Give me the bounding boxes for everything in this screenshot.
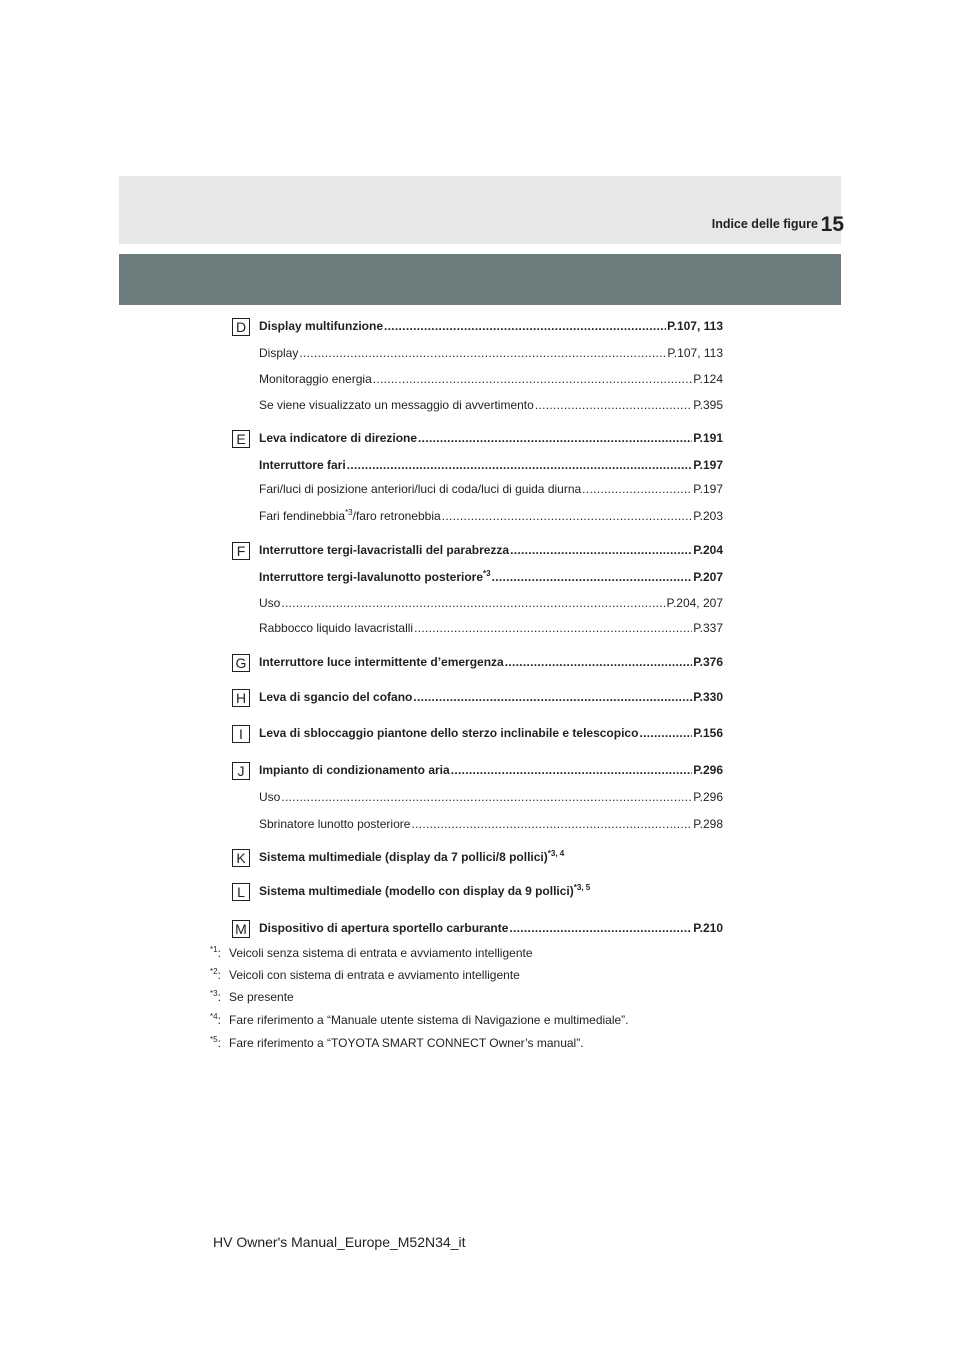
leader-dots: [492, 570, 693, 584]
leader-dots: [411, 817, 692, 831]
page-number: 15: [820, 213, 844, 236]
index-entry[interactable]: [259, 319, 723, 335]
entry-label-text: Leva indicatore di direzione: [259, 431, 418, 445]
footnote-mark: $^{*1}$:: [210, 945, 221, 960]
entry-label-text: Fari/luci di posizione anteriori/luci di coda/luci di guida diurna: [259, 482, 582, 496]
leader-dots: [509, 921, 692, 935]
footnote: [210, 1013, 629, 1027]
manual-id-footer: HV Owner's Manual_Europe_M52N34_it: [213, 1234, 466, 1250]
leader-dots: [299, 346, 666, 360]
entry-label: [259, 790, 280, 804]
header-band: [119, 176, 841, 244]
page-reference[interactable]: P.107, 113: [667, 346, 723, 360]
index-subentry[interactable]: [259, 621, 723, 637]
entry-label-text: Display multifunzione: [259, 319, 384, 333]
footnote-mark-text: *2: [210, 967, 218, 976]
section-letter-i: I: [232, 725, 250, 743]
index-subentry[interactable]: [259, 482, 723, 498]
entry-label-text: Leva di sgancio del cofano: [259, 690, 413, 704]
section-letter-j: J: [232, 762, 250, 780]
index-entry[interactable]: [259, 690, 723, 706]
leader-dots: [582, 482, 692, 496]
entry-label: [259, 543, 509, 557]
page-reference[interactable]: P.107, 113: [667, 319, 723, 333]
footnote-text: Fare riferimento a “TOYOTA SMART CONNECT Owner’s manual”.: [229, 1036, 584, 1050]
entry-label: [259, 884, 590, 898]
index-subentry[interactable]: [259, 817, 723, 833]
footnote-ref: *3: [345, 508, 353, 517]
index-entry[interactable]: [259, 570, 723, 586]
leader-dots: [505, 655, 692, 669]
leader-dots: [510, 543, 692, 557]
footnote-mark-text: *4: [210, 1012, 218, 1021]
section-letter-l: L: [232, 883, 250, 901]
page-reference[interactable]: P.191: [693, 431, 723, 445]
footnote-text: Veicoli con sistema di entrata e avviamento intelligente: [229, 968, 520, 982]
index-entry[interactable]: [259, 543, 723, 559]
entry-label-text: Uso: [259, 790, 281, 804]
footnote-mark: $^{*4}$:: [210, 1012, 221, 1027]
leader-dots: [373, 372, 692, 386]
footnote-mark: $^{*5}$:: [210, 1035, 221, 1050]
leader-dots: [535, 398, 692, 412]
index-entry[interactable]: [259, 850, 564, 866]
entry-label: [259, 921, 508, 935]
leader-dots: [384, 319, 666, 333]
index-entry[interactable]: [259, 431, 723, 447]
entry-label: [259, 372, 372, 386]
footnote-mark-text: *3: [210, 989, 218, 998]
entry-label: [259, 850, 564, 864]
section-letter-g: G: [232, 654, 250, 672]
index-subentry[interactable]: [259, 596, 723, 612]
index-subentry[interactable]: [259, 790, 723, 806]
entry-label: [259, 398, 534, 412]
entry-label: [259, 319, 383, 333]
leader-dots: [418, 431, 692, 445]
index-entry[interactable]: [259, 458, 723, 474]
page-reference[interactable]: P.156: [693, 726, 723, 740]
footnote-mark-text: *5: [210, 1035, 218, 1044]
page-reference[interactable]: P.395: [693, 398, 723, 412]
entry-label: [259, 509, 441, 523]
page-reference[interactable]: P.204, 207: [666, 596, 723, 610]
title-bar: [119, 254, 841, 305]
index-entry[interactable]: [259, 655, 723, 671]
entry-label-text: Leva di sbloccaggio piantone dello sterzo inclinabile e telescopico: [259, 726, 639, 740]
index-entry[interactable]: [259, 763, 723, 779]
entry-label-text: Interruttore tergi-lavalunotto posteriore: [259, 570, 484, 584]
entry-label-text: Sistema multimediale (modello con display da 9 pollici): [259, 884, 574, 898]
index-subentry[interactable]: [259, 509, 723, 525]
entry-label-text: Uso: [259, 596, 281, 610]
section-letter-f: F: [232, 542, 250, 560]
index-entry[interactable]: [259, 921, 723, 937]
entry-label-text: Display: [259, 346, 299, 360]
index-subentry[interactable]: [259, 398, 723, 414]
entry-label: [259, 690, 412, 704]
entry-label: [259, 346, 298, 360]
entry-label: [259, 458, 346, 472]
footnote-text: Veicoli senza sistema di entrata e avviamento intelligente: [229, 946, 533, 960]
entry-label-text: Rabbocco liquido lavacristalli: [259, 621, 414, 635]
index-subentry[interactable]: [259, 372, 723, 388]
entry-label-text: Interruttore fari: [259, 458, 346, 472]
page-reference[interactable]: P.376: [693, 655, 723, 669]
entry-label: [259, 431, 417, 445]
entry-label: [259, 655, 504, 669]
index-entry[interactable]: [259, 726, 723, 742]
entry-label-text: Sistema multimediale (display da 7 pollici/8 pollici): [259, 850, 548, 864]
footnote-ref: *3, 5: [573, 883, 591, 892]
leader-dots: [414, 621, 692, 635]
page-reference[interactable]: P.207: [693, 570, 723, 584]
footnote-mark: $^{*2}$:: [210, 967, 221, 982]
entry-label: [259, 482, 581, 496]
entry-label: [259, 817, 410, 831]
page-reference[interactable]: P.296: [693, 763, 723, 777]
footnote: [210, 990, 294, 1004]
footnote-ref: *3, 4: [547, 849, 565, 858]
section-letter-m: M: [232, 920, 250, 938]
footnote: [210, 1036, 584, 1050]
section-letter-e: E: [232, 430, 250, 448]
page-reference[interactable]: P.337: [693, 621, 723, 635]
entry-label: [259, 726, 638, 740]
leader-dots: [347, 458, 693, 472]
entry-label-text: Fari fendinebbia: [259, 509, 346, 523]
entry-label-suffix: /faro retronebbia: [352, 509, 441, 523]
section-letter-h: H: [232, 689, 250, 707]
page-reference[interactable]: P.197: [693, 482, 723, 496]
page-reference[interactable]: P.203: [693, 509, 723, 523]
page-reference[interactable]: P.204: [693, 543, 723, 557]
page-reference[interactable]: P.210: [693, 921, 723, 935]
leader-dots: [281, 790, 692, 804]
entry-label-text: Interruttore tergi-lavacristalli del parabrezza: [259, 543, 510, 557]
index-entry[interactable]: [259, 884, 590, 900]
section-letter-k: K: [232, 849, 250, 867]
page-reference[interactable]: P.124: [693, 372, 723, 386]
leader-dots: [413, 690, 692, 704]
footnote: [210, 946, 533, 960]
footnote-text: Fare riferimento a “Manuale utente sistema di Navigazione e multimediale”.: [229, 1013, 629, 1027]
footnote: [210, 968, 520, 982]
section-letter-d: D: [232, 318, 250, 336]
leader-dots: [639, 726, 692, 740]
footnote-text: Se presente: [229, 990, 294, 1004]
entry-label-text: Monitoraggio energia: [259, 372, 372, 386]
page-reference[interactable]: P.296: [693, 790, 723, 804]
entry-label-text: Sbrinatore lunotto posteriore: [259, 817, 411, 831]
entry-label: [259, 763, 450, 777]
leader-dots: [281, 596, 665, 610]
page-reference[interactable]: P.197: [693, 458, 723, 472]
entry-label-text: Dispositivo di apertura sportello carburante: [259, 921, 509, 935]
leader-dots: [451, 763, 693, 777]
footnote-ref: *3: [483, 569, 491, 578]
page-reference[interactable]: P.298: [693, 817, 723, 831]
leader-dots: [442, 509, 693, 523]
entry-label: [259, 596, 280, 610]
page-reference[interactable]: P.330: [693, 690, 723, 704]
entry-label-text: Interruttore luce intermittente d’emergenza: [259, 655, 504, 669]
entry-label: [259, 621, 413, 635]
section-title: Indice delle figure: [711, 217, 818, 231]
footnote-mark-text: *1: [210, 945, 218, 954]
index-subentry[interactable]: [259, 346, 723, 362]
entry-label-text: Se viene visualizzato un messaggio di avvertimento: [259, 398, 534, 412]
footnote-mark: $^{*3}$:: [210, 989, 221, 1004]
entry-label-text: Impianto di condizionamento aria: [259, 763, 450, 777]
entry-label: [259, 570, 491, 584]
